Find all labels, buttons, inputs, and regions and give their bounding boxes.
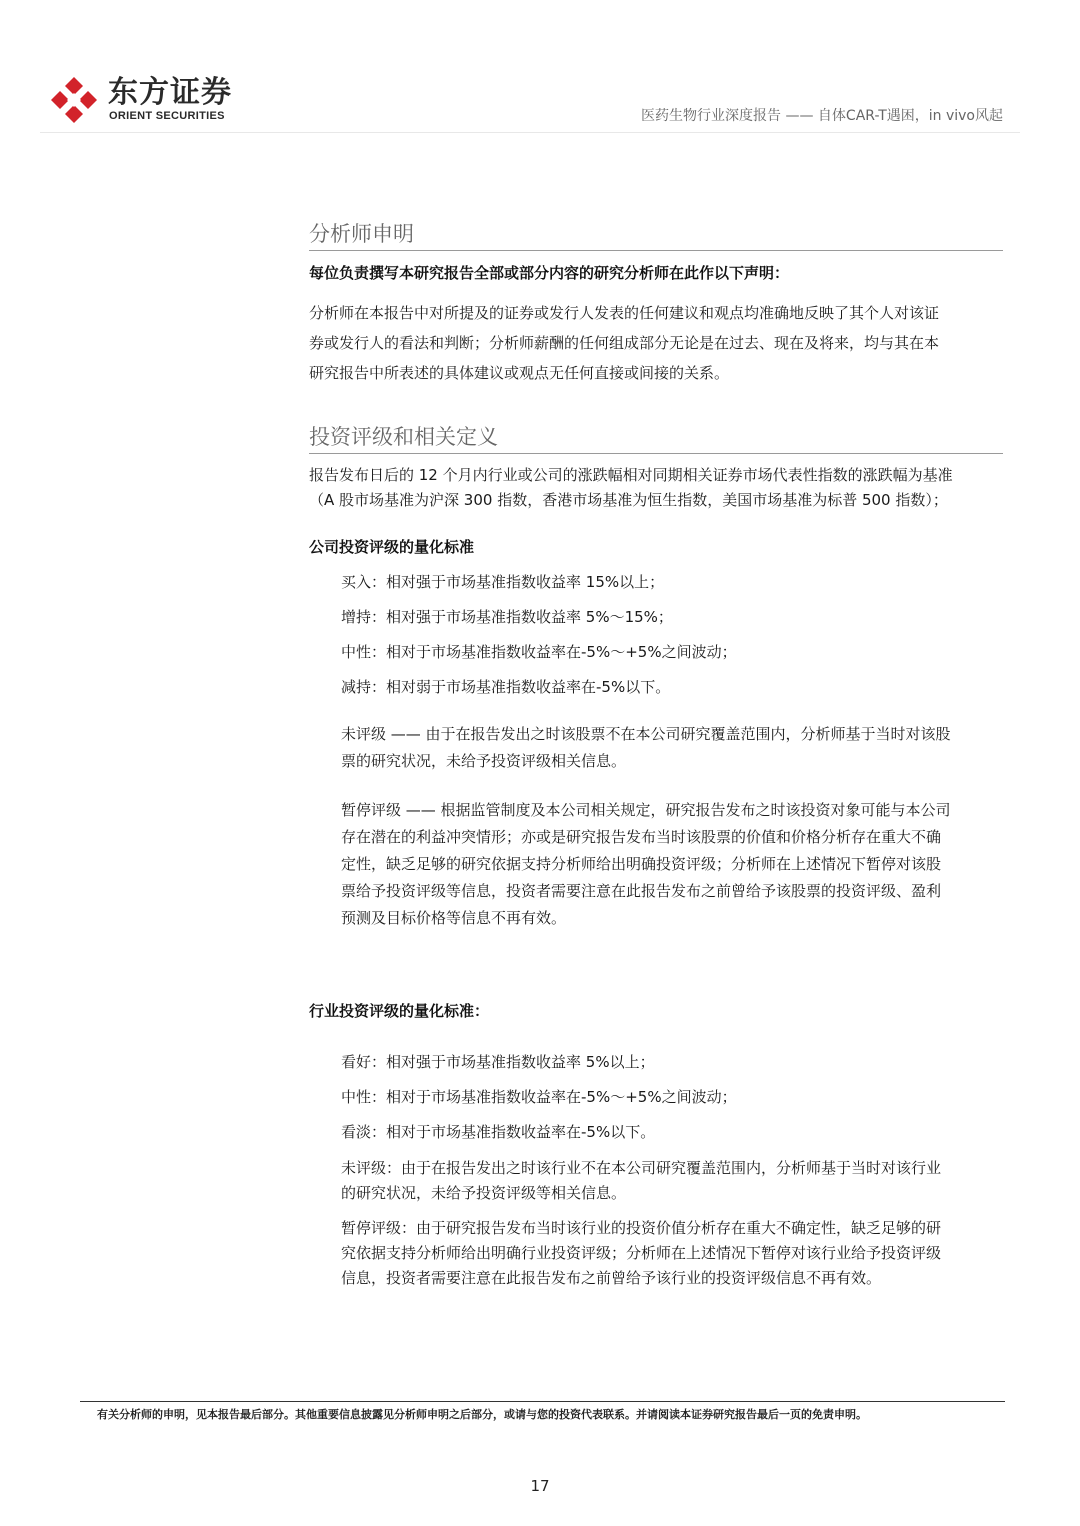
- analyst-statement-lead: 每位负责撰写本研究报告全部或部分内容的研究分析师在此作以下声明：: [309, 264, 790, 282]
- logo-chinese-name: 东方证券: [108, 75, 232, 110]
- page-number: 17: [530, 1477, 550, 1495]
- industry-suspended-paragraph: [341, 1216, 1003, 1291]
- orient-diamond-icon: [50, 76, 98, 124]
- paragraph-line: 暂停评级：由于研究报告发布当时该行业的投资价值分析存在重大不确定性，缺乏足够的研: [341, 1219, 942, 1237]
- paragraph-line: 定性，缺乏足够的研究依据支持分析师给出明确投资评级；分析师在上述情况下暂停对该股: [341, 855, 942, 873]
- company-logo: [50, 74, 240, 126]
- paragraph-line: 票给予投资评级等信息，投资者需要注意在此报告发布之前曾给予该股票的投资评级、盈利: [341, 882, 942, 900]
- company-rating-item: 中性：相对于市场基准指数收益率在-5%～+5%之间波动；: [341, 643, 737, 661]
- paragraph-line: 研究报告中所表述的具体建议或观点无任何直接或间接的关系。: [309, 364, 730, 382]
- paragraph-line: 分析师在本报告中对所提及的证券或发行人发表的任何建议和观点均准确地反映了其个人对该证: [309, 304, 940, 322]
- paragraph-line: 暂停评级 —— 根据监管制度及本公司相关规定，研究报告发布之时该投资对象可能与本公司: [341, 801, 951, 819]
- section-title-analyst-statement: 分析师申明: [309, 222, 414, 246]
- report-title: 医药生物行业深度报告 —— 自体CAR-T遇困，in vivo风起: [641, 108, 1003, 124]
- paragraph-line: 预测及目标价格等信息不再有效。: [341, 909, 567, 927]
- paragraph-line: 票的研究状况，未给予投资评级相关信息。: [341, 752, 627, 770]
- logo-english-name: ORIENT SECURITIES: [109, 110, 225, 122]
- paragraph-line: 存在潜在的利益冲突情形；亦或是研究报告发布当时该股票的价值和价格分析存在重大不确: [341, 828, 942, 846]
- section-divider: [309, 250, 1003, 251]
- footer-disclaimer: 有关分析师的申明，见本报告最后部分。其他重要信息披露见分析师申明之后部分，或请与您的投资代表联系。并请阅读本证券研究报告最后一页的免责申明。: [97, 1408, 867, 1421]
- paragraph-line: 未评级 —— 由于在报告发出之时该股票不在本公司研究覆盖范围内，分析师基于当时对该股: [341, 725, 951, 743]
- industry-rating-item: 中性：相对于市场基准指数收益率在-5%～+5%之间波动；: [341, 1088, 737, 1106]
- paragraph-line: 报告发布日后的 12 个月内行业或公司的涨跌幅相对同期相关证券市场代表性指数的涨跌幅为基准: [309, 466, 953, 484]
- header-divider: [40, 132, 1020, 133]
- section-divider: [309, 453, 1003, 454]
- industry-rating-item: 看好：相对强于市场基准指数收益率 5%以上；: [341, 1053, 655, 1071]
- company-rating-item: 增持：相对强于市场基准指数收益率 5%～15%；: [341, 608, 673, 626]
- paragraph-line: 券或发行人的看法和判断；分析师薪酬的任何组成部分无论是在过去、现在及将来，均与其在本: [309, 334, 940, 352]
- company-rating-title: 公司投资评级的量化标准: [309, 538, 475, 556]
- industry-rating-item: 看淡：相对于市场基准指数收益率在-5%以下。: [341, 1123, 656, 1141]
- rating-intro-paragraph: [309, 463, 1003, 513]
- industry-rating-title: 行业投资评级的量化标准：: [309, 1002, 490, 1020]
- company-rating-item: 买入：相对强于市场基准指数收益率 15%以上；: [341, 573, 665, 591]
- paragraph-line: 信息，投资者需要注意在此报告发布之前曾给予该行业的投资评级信息不再有效。: [341, 1269, 882, 1287]
- paragraph-line: 未评级：由于在报告发出之时该行业不在本公司研究覆盖范围内，分析师基于当时对该行业: [341, 1159, 942, 1177]
- company-unrated-paragraph: [341, 721, 1003, 775]
- paragraph-line: 究依据支持分析师给出明确行业投资评级；分析师在上述情况下暂停对该行业给予投资评级: [341, 1244, 942, 1262]
- company-suspended-paragraph: [341, 797, 1003, 932]
- section-title-rating-definitions: 投资评级和相关定义: [309, 425, 498, 449]
- industry-unrated-paragraph: [341, 1156, 1003, 1206]
- paragraph-line: 的研究状况，未给予投资评级等相关信息。: [341, 1184, 627, 1202]
- footer-divider: [80, 1401, 1005, 1402]
- paragraph-line: （A 股市场基准为沪深 300 指数，香港市场基准为恒生指数，美国市场基准为标普 500 指数）；: [309, 491, 948, 509]
- analyst-statement-paragraph: [309, 298, 1003, 388]
- company-rating-item: 减持：相对弱于市场基准指数收益率在-5%以下。: [341, 678, 671, 696]
